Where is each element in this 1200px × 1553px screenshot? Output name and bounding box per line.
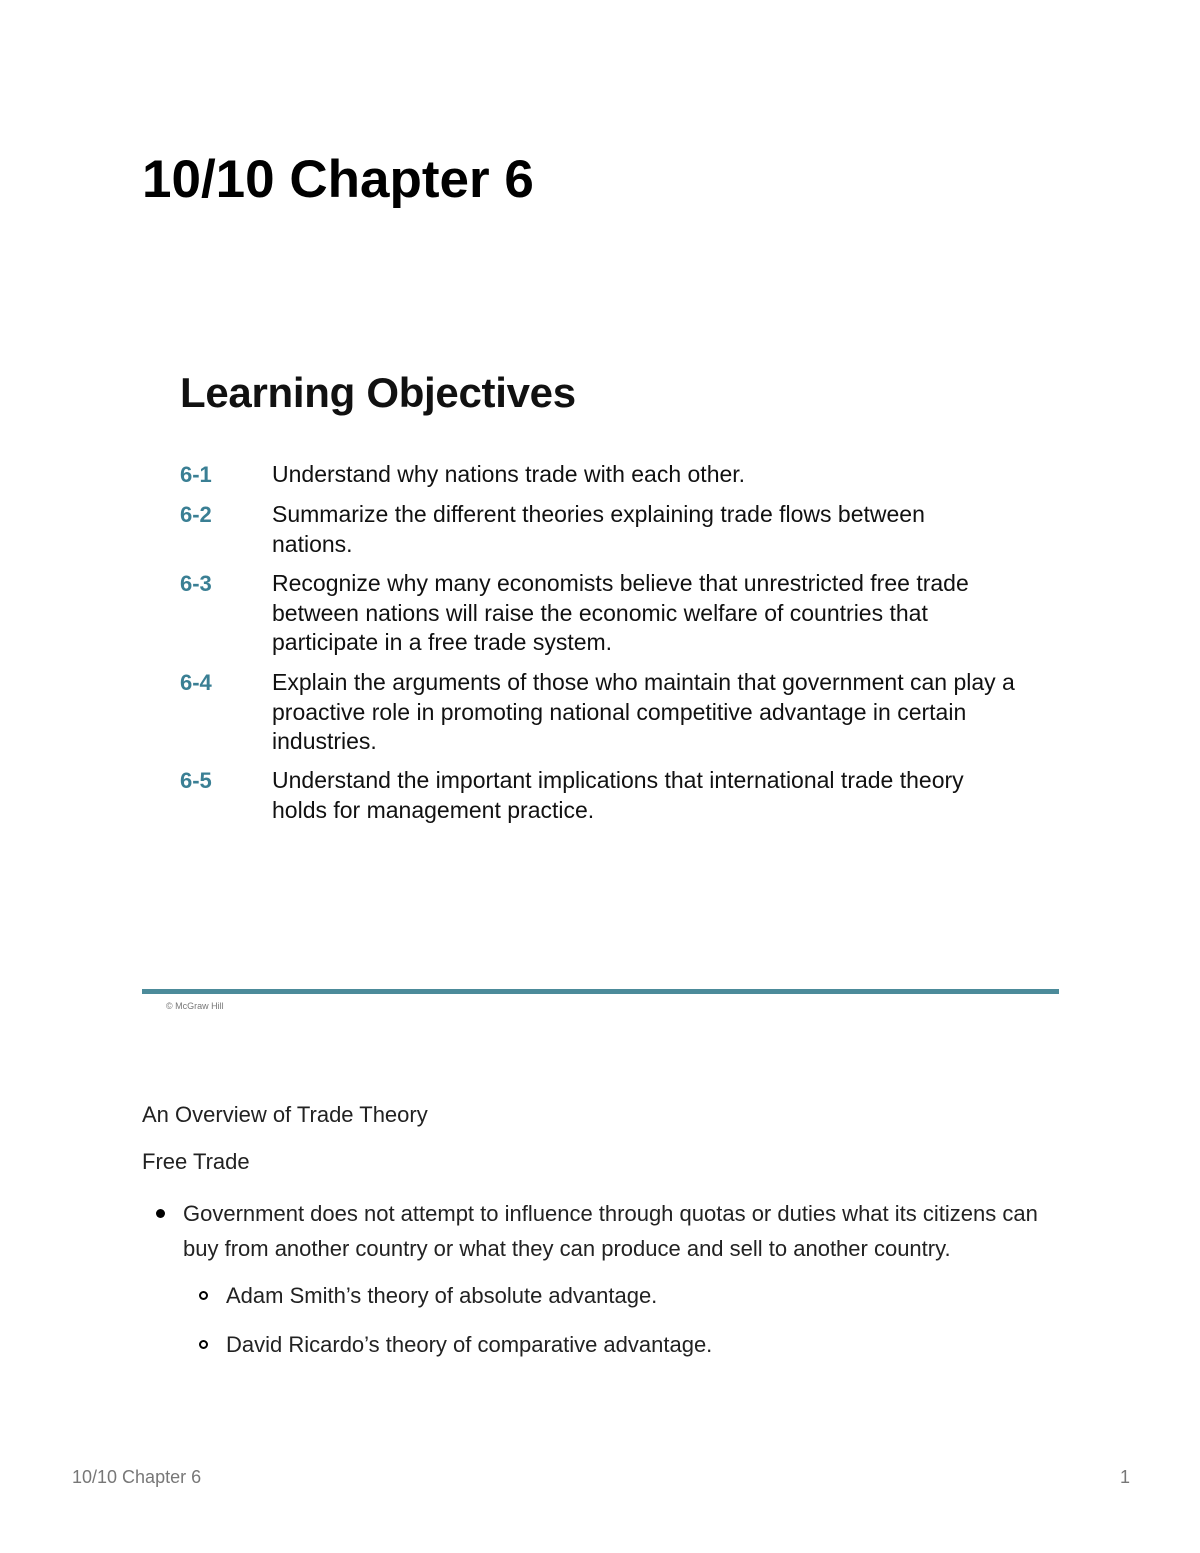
objective-number: 6-1	[180, 462, 212, 487]
bullet-icon	[156, 1209, 165, 1218]
objective-number: 6-4	[180, 670, 212, 695]
slide-divider	[142, 989, 1059, 994]
hollow-bullet-icon	[199, 1340, 208, 1349]
slide-heading: Learning Objectives	[180, 369, 576, 416]
slide-copyright: © McGraw Hill	[166, 1001, 224, 1011]
sub-list-item: David Ricardo’s theory of comparative advantage.	[226, 1332, 713, 1357]
objective-text: Summarize the different theories explaining trade flows between nations.	[272, 501, 925, 557]
hollow-bullet-icon	[199, 1291, 208, 1300]
objective-text: Recognize why many economists believe that unrestricted free trade between nations will raise the economic welfare of countries that participate in a free trade system.	[272, 570, 969, 655]
objective-number: 6-3	[180, 571, 212, 596]
objective-number: 6-5	[180, 768, 212, 793]
subsection-title: Free Trade	[142, 1149, 250, 1174]
list-item: Government does not attempt to influence through quotas or duties what its citizens can buy from another country or what they can produce and sell to another country.	[183, 1201, 1038, 1261]
sub-list-item: Adam Smith’s theory of absolute advantage.	[226, 1283, 658, 1308]
objective-number: 6-2	[180, 502, 212, 527]
objective-text: Understand why nations trade with each other.	[272, 461, 746, 487]
page-number: 1	[1119, 1467, 1130, 1487]
page-title: 10/10 Chapter 6	[142, 150, 534, 209]
objective-text: Understand the important implications that international trade theory holds for management practice.	[272, 767, 964, 823]
footer-title: 10/10 Chapter 6	[72, 1467, 202, 1487]
learning-objectives-slide	[142, 350, 1060, 1020]
objective-text: Explain the arguments of those who maintain that government can play a proactive role in promoting national competitive advantage in certain industries.	[272, 669, 1015, 754]
section-title: An Overview of Trade Theory	[142, 1102, 428, 1127]
